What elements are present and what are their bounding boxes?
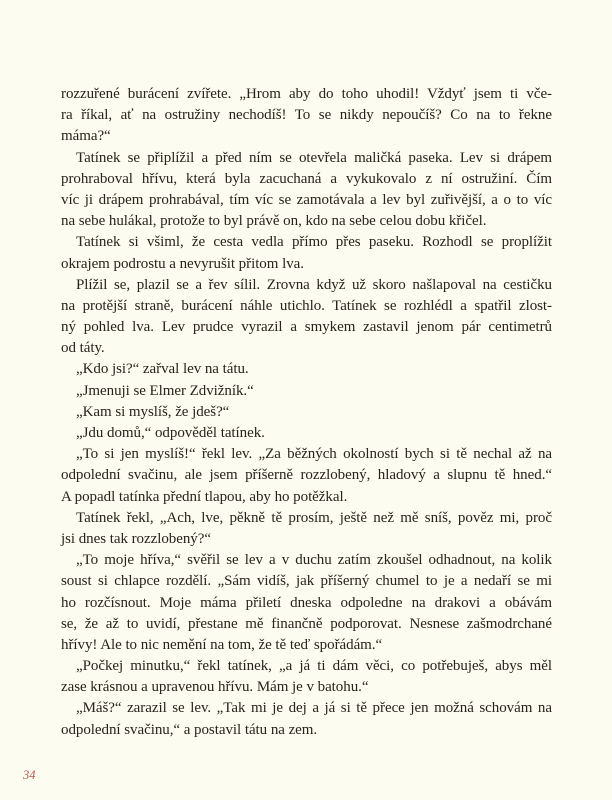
text-line: rozzuřené burácení zvířete. „Hrom aby do toho uhodil! Vždyť jsem ti vče- <box>61 86 552 102</box>
text-line: máma?“ <box>61 128 111 145</box>
text-line: Tatínek řekl, „Ach, lve, pěkně tě prosím, ještě než mě sníš, pověz mi, proč <box>76 509 552 526</box>
text-line: od táty. <box>61 340 105 357</box>
text-line: se, že až to uvidí, přestane mě finančně podporovat. Nesnese zašmodrchané <box>61 615 552 632</box>
text-line: „To moje hříva,“ svěřil se lev a v duchu zatím zkoušel odhadnout, na kolik <box>76 552 552 569</box>
text-line: „Máš?“ zarazil se lev. „Tak mi je dej a já si tě přece jen možná schovám na <box>76 700 552 717</box>
text-line: okrajem podrostu a nevyrušit přitom lva. <box>61 255 304 272</box>
text-line: zase krásnou a upravenou hřívu. Mám je v batohu.“ <box>61 679 369 696</box>
text-line: Tatínek si všiml, že cesta vedla přímo přes paseku. Rozhodl se proplížit <box>76 234 552 251</box>
text-line: „Kdo jsi?“ zařval lev na tátu. <box>76 361 249 378</box>
text-line: Plížil se, plazil se a řev sílil. Zrovna když už skoro našlapoval na cestičku <box>76 276 552 293</box>
text-line: A popadl tatínka přední tlapou, aby ho potěžkal. <box>61 488 348 505</box>
text-line: prohraboval hřívu, která byla zacuchaná a vykukovalo z ní ostružiní. Čím <box>61 170 552 187</box>
text-line: ný pohled lva. Lev prudce vyrazil a smykem zastavil jenom pár centimetrů <box>61 319 552 336</box>
text-line: „Jmenuji se Elmer Zdvižník.“ <box>76 382 254 399</box>
text-line: ho rozčísnout. Moje máma přiletí dneska odpoledne na drakovi a obávám <box>61 594 552 611</box>
text-line: víc ji drápem prohrabával, tím víc se zamotávala a lev byl zuřivější, a o to víc <box>61 191 552 208</box>
text-line: na protější straně, burácení náhle utichlo. Tatínek se rozhlédl a spatřil zlost- <box>61 297 552 314</box>
text-line: ra říkal, ať na ostružiny nechodíš! To se nikdy nepoučíš? Co na to řekne <box>61 107 552 124</box>
text-line: „Počkej minutku,“ řekl tatínek, „a já ti dám věci, co potřebuješ, abys měl <box>76 658 552 675</box>
text-line: hřívy! Ale to nic nemění na tom, že tě teď spořádám.“ <box>61 636 383 653</box>
text-line: „Kam si myslíš, že jdeš?“ <box>76 403 230 420</box>
text-line: na sebe hulákal, protože to byl právě on, kdo na sebe celou dobu křičel. <box>61 213 487 230</box>
text-line: odpolední svačinu, ale jsem příšerně rozzlobený, hladový a slupnu tě hned.“ <box>61 467 552 484</box>
story-text <box>61 84 552 741</box>
text-line: odpolední svačinu,“ a postavil tátu na zem. <box>61 721 318 738</box>
page-number: 34 <box>23 768 36 782</box>
text-line: soust si chlapce rozdělí. „Sám vidíš, jak příšerný chumel to je a nedaří se mi <box>61 573 552 590</box>
text-line: „To si jen myslíš!“ řekl lev. „Za běžných okolností bych si tě nechal až na <box>76 446 552 463</box>
text-line: jsi dnes tak rozzlobený?“ <box>61 530 211 547</box>
text-line: Tatínek se připlížil a před ním se otevřela maličká paseka. Lev si drápem <box>76 149 552 166</box>
text-line: „Jdu domů,“ odpověděl tatínek. <box>76 425 265 441</box>
